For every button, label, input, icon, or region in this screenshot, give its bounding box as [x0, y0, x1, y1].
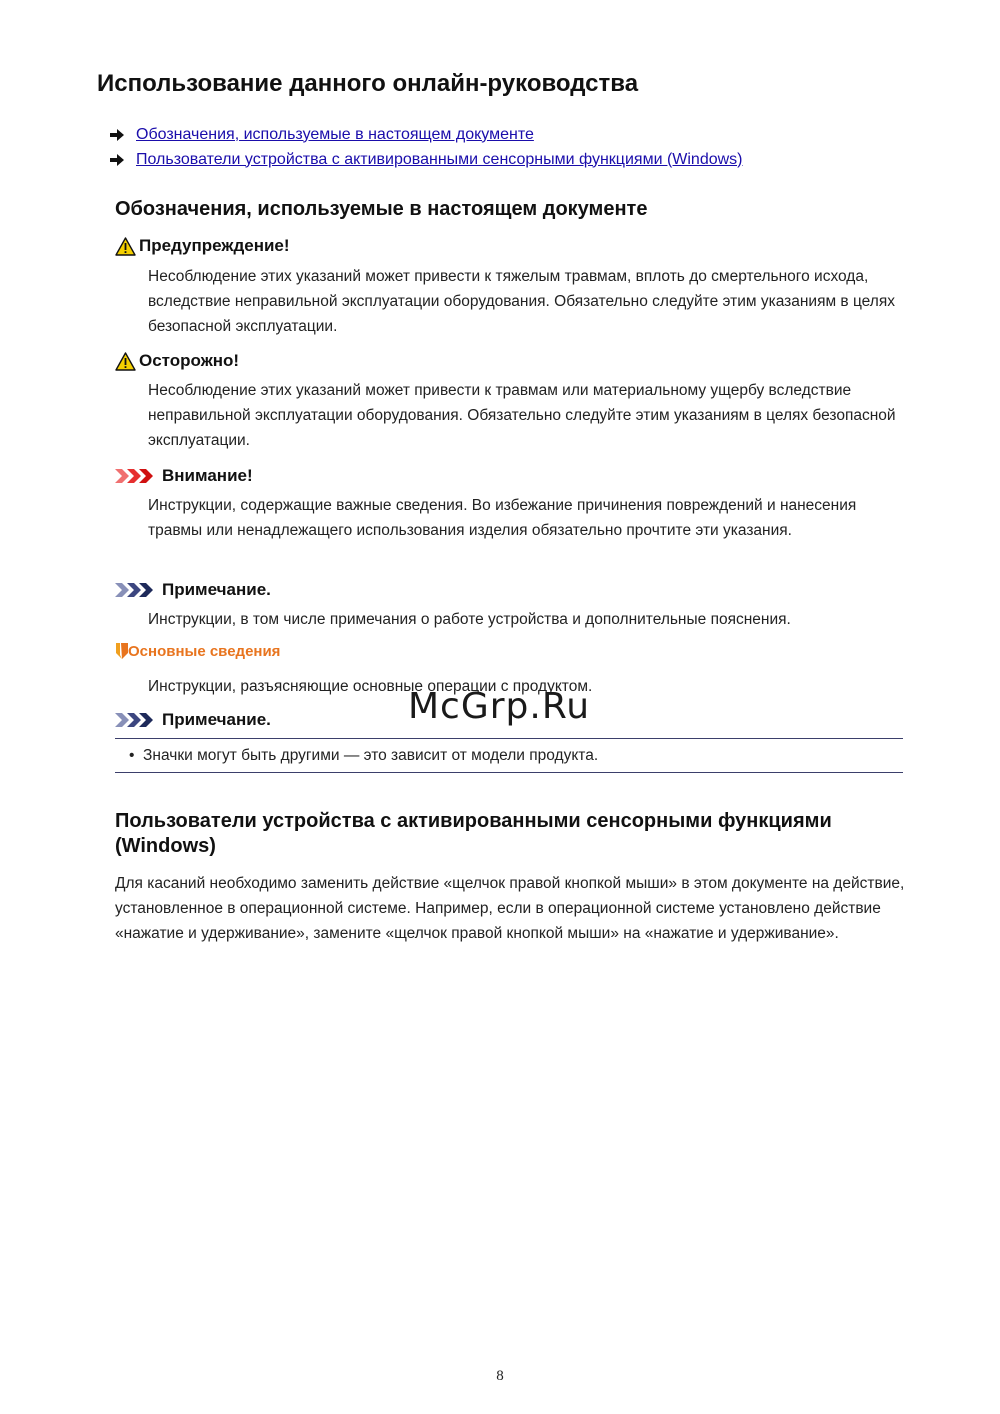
note-heading: [115, 710, 271, 730]
caution-text: Несоблюдение этих указаний может привести к травмам или материальному ущербу вследствие неправильной эксплуатации оборудования. Обязательно следуйте этим указаниям в целях безопасной эксплуатации.: [148, 382, 896, 449]
section-title-line1: Пользователи устройства с активированными сенсорными функциями: [115, 810, 832, 832]
important-heading: [115, 466, 253, 486]
arrow-right-icon: [110, 154, 124, 166]
toc-link-touch-users[interactable]: Пользователи устройства с активированными сенсорными функциями (Windows): [136, 150, 743, 168]
warning-triangle-icon: [115, 352, 136, 371]
basics-heading: [116, 643, 280, 660]
list-item: [129, 747, 598, 765]
bullet-icon: •: [129, 747, 144, 764]
basics-text: Инструкции, разъясняющие основные операции с продуктом.: [148, 678, 593, 695]
red-chevrons-icon: [115, 468, 155, 484]
section-title-touch: [115, 809, 832, 859]
important-title: Внимание!: [162, 466, 253, 485]
note-text: Инструкции, в том числе примечания о работе устройства и дополнительные пояснения.: [148, 611, 791, 628]
navy-chevrons-icon: [115, 582, 155, 598]
arrow-right-icon: [110, 129, 124, 141]
toc-item[interactable]: [110, 147, 743, 172]
toc-item[interactable]: [110, 122, 743, 147]
warning-triangle-icon: [115, 237, 136, 256]
section-title-conventions: Обозначения, используемые в настоящем документе: [115, 198, 648, 220]
note-title: Примечание.: [162, 580, 271, 599]
warning-heading: [115, 236, 290, 256]
toc-list: [110, 122, 743, 172]
note-box: [115, 738, 903, 773]
page-number: 8: [496, 1368, 504, 1384]
caution-title: Осторожно!: [139, 351, 240, 370]
important-text: Инструкции, содержащие важные сведения. Во избежание причинения повреждений и нанесения травмы или ненадлежащего использования изделия обязательно прочтите эти указания.: [148, 497, 857, 539]
note-heading: [115, 580, 271, 600]
note-title: Примечание.: [162, 710, 271, 729]
toc-link-conventions[interactable]: Обозначения, используемые в настоящем документе: [136, 125, 534, 143]
watermark: McGrp.Ru: [408, 686, 591, 727]
section-title-line2: (Windows): [115, 835, 216, 857]
page-title: Использование данного онлайн-руководства: [97, 70, 639, 97]
warning-title: Предупреждение!: [139, 236, 290, 255]
touch-paragraph: Для касаний необходимо заменить действие «щелчок правой кнопкой мыши» в этом документе на действие, установленное в операционной системе. Например, если в операционной системе установлено действие «нажатие и удерживание», замените «щелчок правой кнопкой мыши» на «нажатие и удерживание».: [115, 875, 905, 942]
basics-icon: [116, 643, 128, 660]
warning-text: Несоблюдение этих указаний может привести к тяжелым травмам, вплоть до смертельного исхода, вследствие неправильной эксплуатации оборудования. Обязательно следуйте этим указаниям в целях безопасной эксплуатации.: [148, 268, 895, 335]
navy-chevrons-icon: [115, 712, 155, 728]
caution-heading: [115, 351, 239, 371]
basics-title: Основные сведения: [128, 643, 281, 660]
note-bullet-text: Значки могут быть другими — это зависит от модели продукта.: [143, 747, 599, 764]
